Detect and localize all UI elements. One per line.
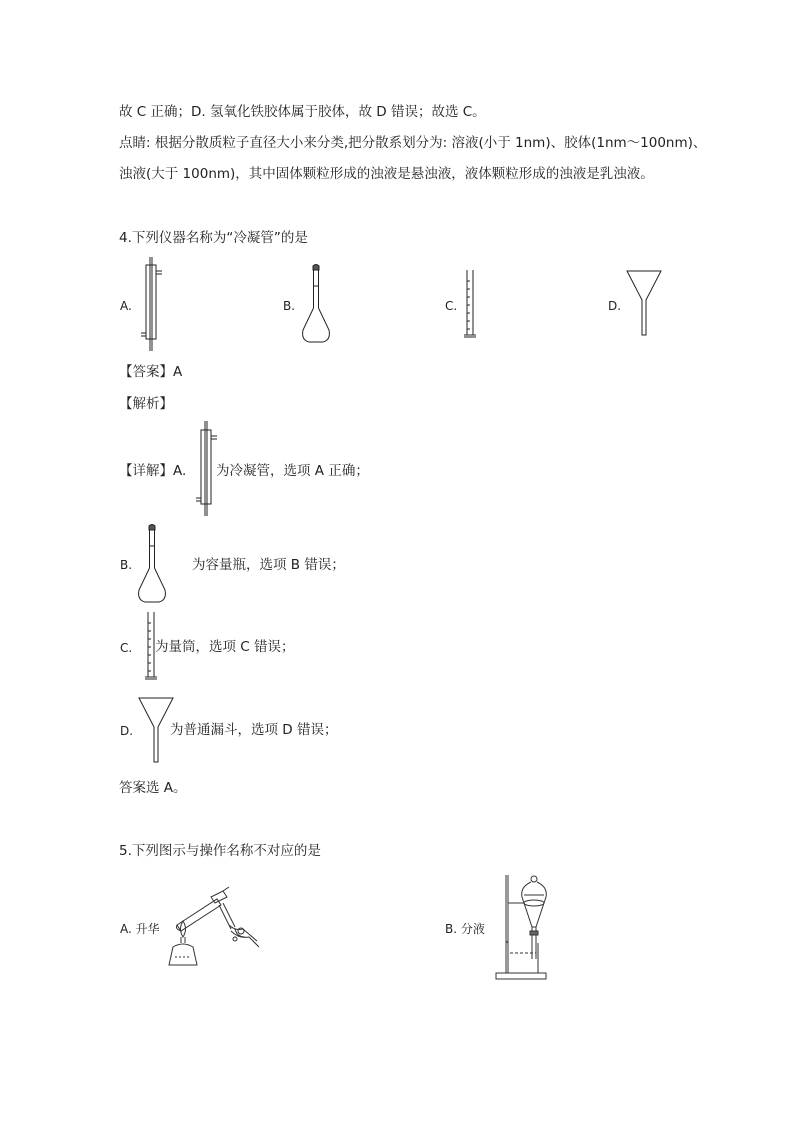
paragraph-1: 故 C 正确；D. 氢氧化铁胶体属于胶体，故 D 错误；故选 C。 [119, 104, 486, 120]
question-5-stem: 5.下列图示与操作名称不对应的是 [119, 843, 321, 859]
q5-option-b-label: B. 分液 [445, 922, 485, 936]
detail-b-label: B. [120, 558, 133, 572]
conclusion: 答案选 A。 [119, 780, 187, 796]
paragraph-2: 点睛: 根据分散质粒子直径大小来分类,把分散系划分为: 溶液(小于 1nm)、胶体(1nm～100nm)、 [119, 135, 707, 151]
volumetric-flask-icon [299, 264, 333, 344]
q5-option-a-label: A. 升华 [120, 922, 160, 936]
funnel-icon [626, 270, 662, 336]
detail-c-label: C. [120, 641, 133, 655]
detail-d-label: D. [120, 724, 134, 738]
condenser-icon [138, 257, 164, 351]
detail-a-text: 为冷凝管，选项 A 正确； [216, 463, 369, 479]
detail-d-text: 为普通漏斗，选项 D 错误； [170, 722, 338, 738]
separatory-funnel-apparatus-icon [494, 873, 558, 983]
option-d-label: D. [608, 299, 622, 313]
paragraph-3: 浊液(大于 100nm)，其中固体颗粒形成的浊液是悬浊液，液体颗粒形成的浊液是乳浊液。 [119, 166, 654, 182]
volumetric-flask-icon [135, 524, 169, 604]
question-4-stem: 4.下列仪器名称为“冷凝管”的是 [119, 230, 308, 246]
detail-c-text: 为量筒，选项 C 错误； [155, 639, 295, 655]
graduated-cylinder-icon [462, 269, 478, 339]
option-a-label: A. [120, 299, 132, 313]
analysis-heading: 【解析】 [119, 396, 173, 412]
sublimation-apparatus-icon [165, 885, 261, 970]
answer-line: 【答案】A [119, 364, 183, 380]
option-b-label: B. [283, 299, 296, 313]
funnel-icon [138, 697, 174, 763]
option-c-label: C. [445, 299, 458, 313]
detail-a-prefix: 【详解】A. [119, 463, 187, 479]
detail-b-text: 为容量瓶，选项 B 错误； [192, 557, 345, 573]
